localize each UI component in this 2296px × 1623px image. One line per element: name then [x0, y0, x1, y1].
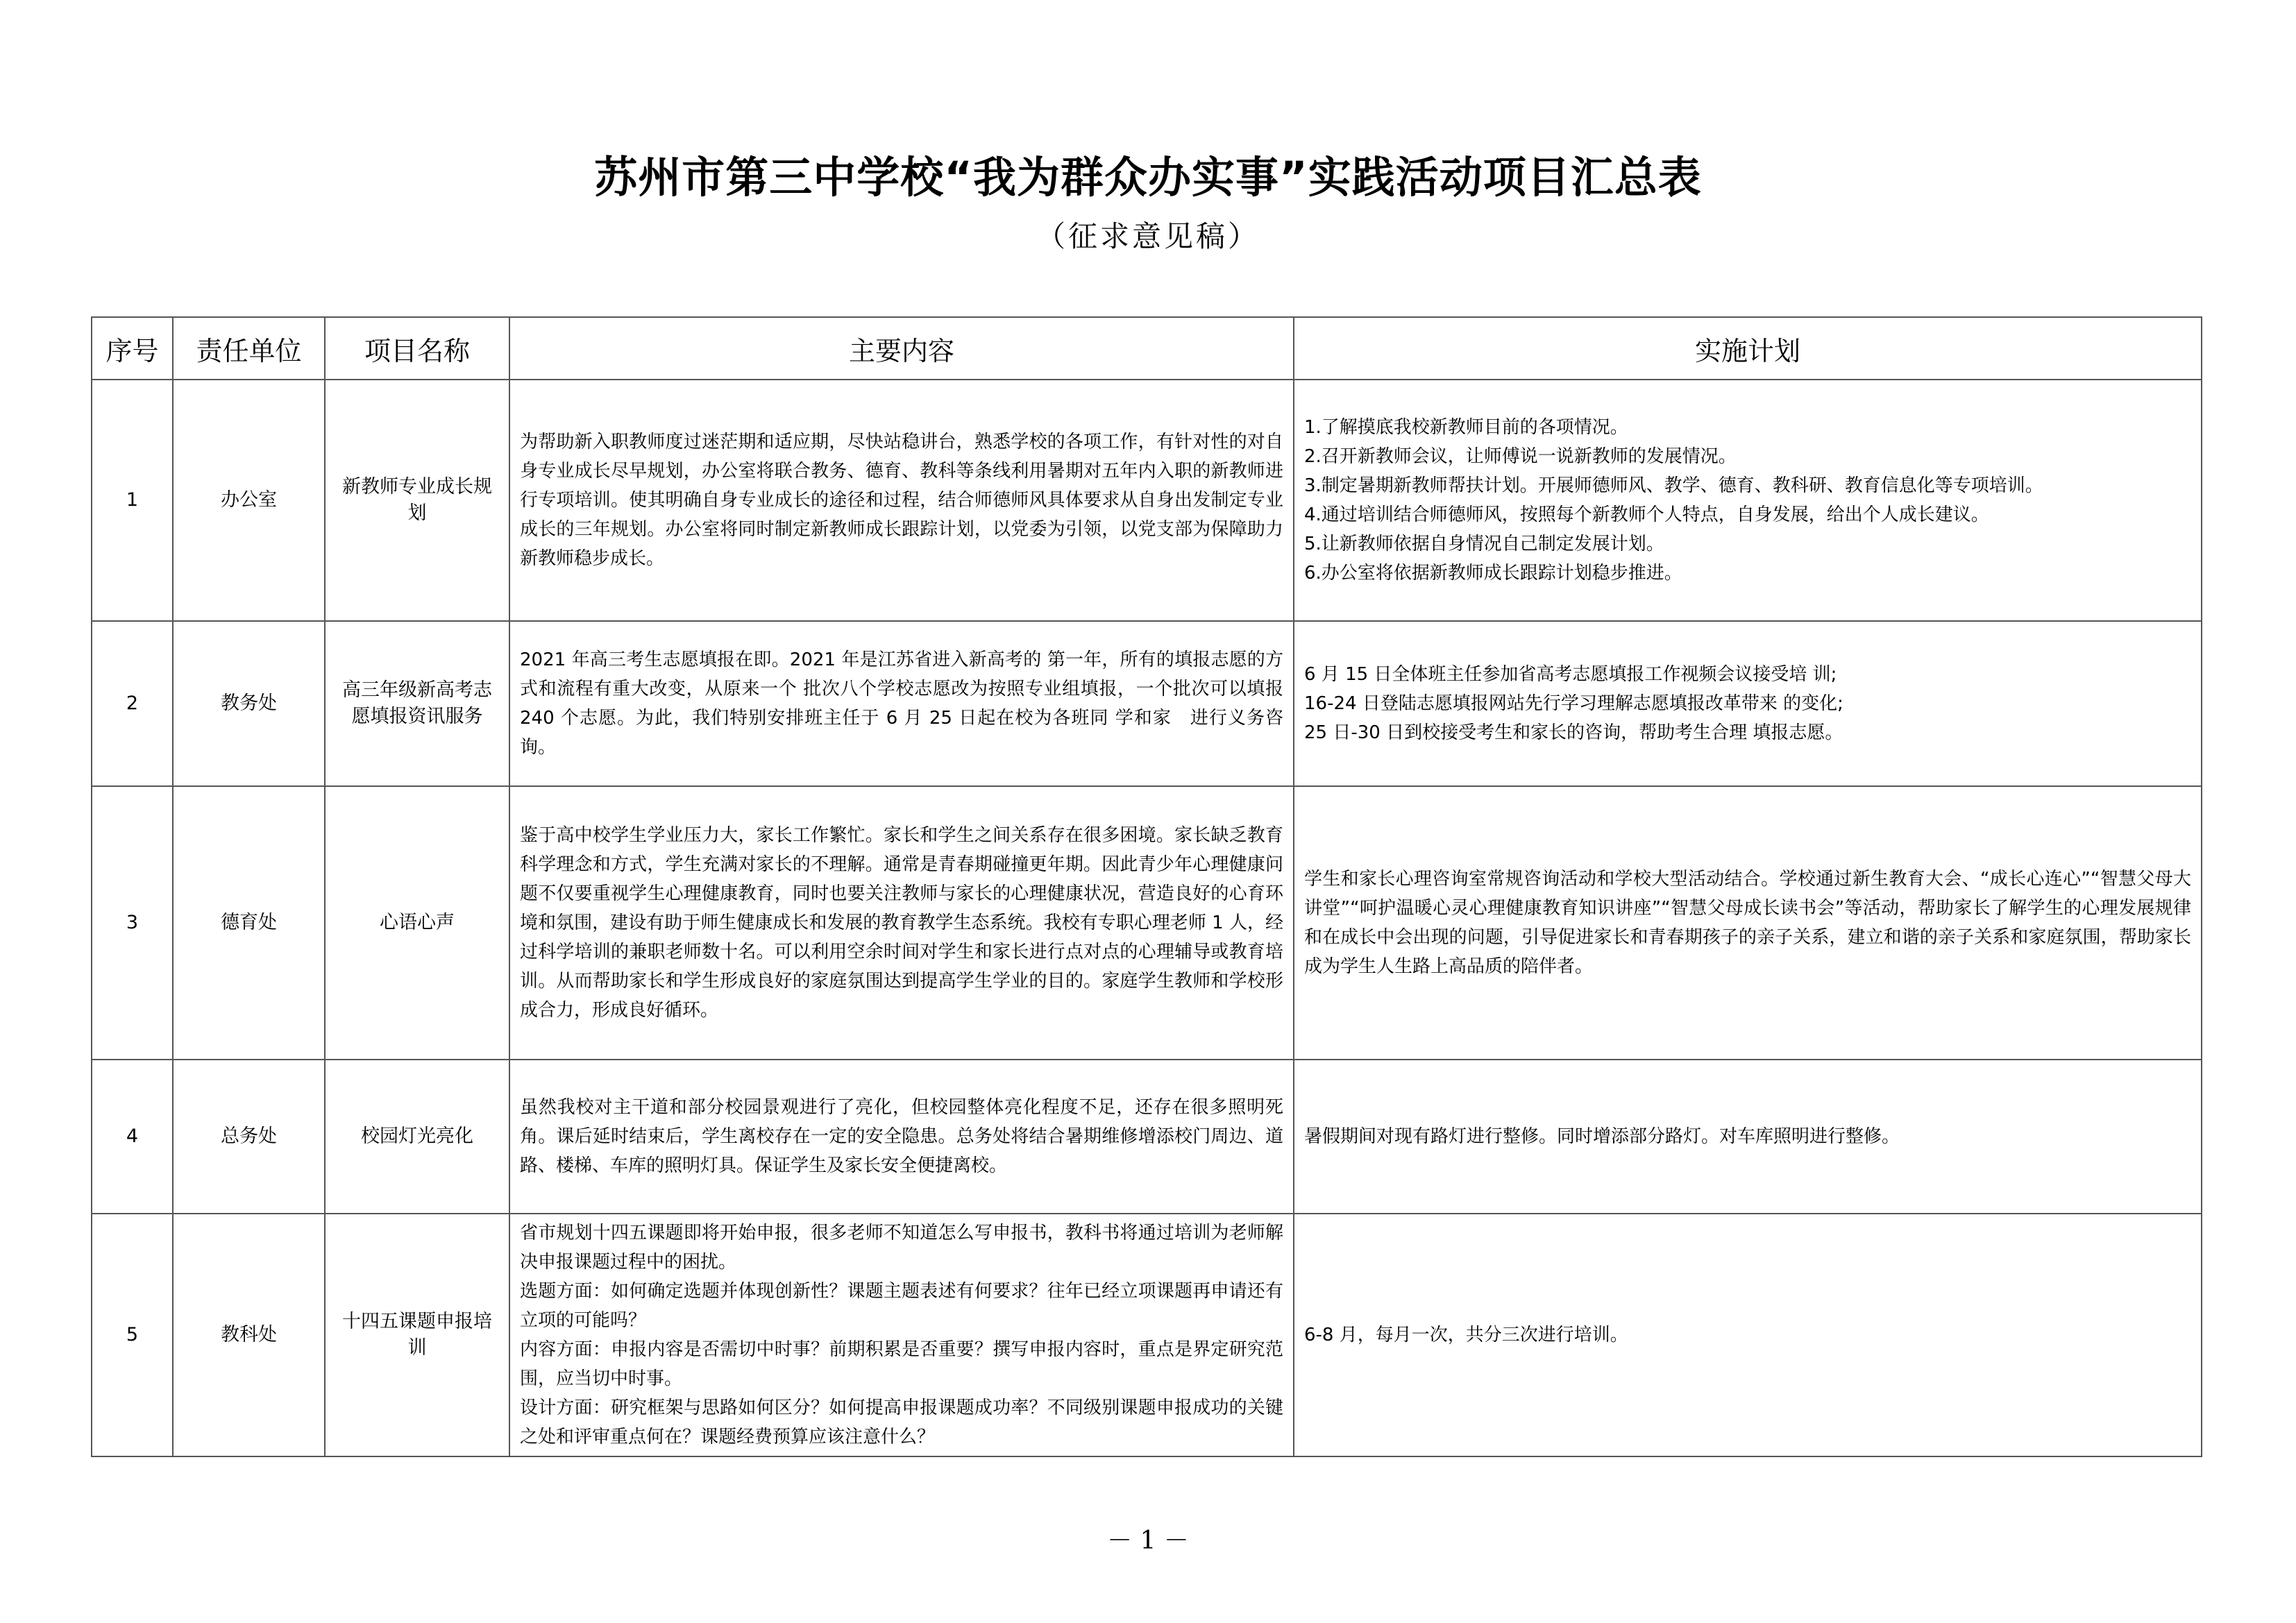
table-row: [92, 621, 2202, 786]
plan-line: 1.了解摸底我校新教师目前的各项情况。: [1304, 417, 1628, 438]
cell-content: [509, 380, 1294, 621]
cell-plan: [1294, 786, 2202, 1060]
plan-line: 2.召开新教师会议，让师傅说一说新教师的发展情况。: [1304, 446, 1737, 467]
content-paragraph: 设计方面：研究框架与思路如何区分？如何提高申报课题成功率？不同级别课题申报成功的关键之处和评审重点何在？课题经费预算应该注意什么？: [520, 1397, 1283, 1447]
header-unit: 责任单位: [173, 317, 325, 380]
cell-content: [509, 1214, 1294, 1456]
cell-plan: [1294, 1214, 2202, 1456]
plan-line: 3.制定暑期新教师帮扶计划。开展师德师风、教学、德育、教科研、教育信息化等专项培训。: [1304, 475, 2043, 496]
plan-line: 6.办公室将依据新教师成长跟踪计划稳步推进。: [1304, 563, 1682, 584]
content-paragraph: 2021 年高三考生志愿填报在即。2021 年是江苏省进入新高考的 第一年，所有的填报志愿的方式和流程有重大改变，从原来一个 批次八个学校志愿改为按照专业组填报，一个批次可以填报 240 个志愿。为此，我们特别安排班主任于 6 月 25 日起在校为各班同 学和家 进行义务咨询。: [520, 649, 1283, 758]
cell-no: 1: [92, 380, 173, 621]
plan-line: 6 月 15 日全体班主任参加省高考志愿填报工作视频会议接受培 训;: [1304, 664, 1837, 685]
cell-content: [509, 1060, 1294, 1214]
summary-table: [91, 316, 2202, 1457]
page-number: － 1 －: [1107, 1527, 1189, 1555]
cell-no: 3: [92, 786, 173, 1060]
plan-line: 学生和家长心理咨询室常规咨询活动和学校大型活动结合。学校通过新生教育大会、“成长心连心”“智慧父母大讲堂”“呵护温暖心灵心理健康教育知识讲座”“智慧父母成长读书会”等活动，帮助家长了解学生的心理发展规律和在成长中会出现的问题，引导促进家长和青春期孩子的亲子关系，建立和谐的亲子关系和家庭氛围，帮助家长成为学生人生路上高品质的陪伴者。: [1304, 869, 2191, 977]
content-paragraph: 为帮助新入职教师度过迷茫期和适应期，尽快站稳讲台，熟悉学校的各项工作，有针对性的对自身专业成长尽早规划，办公室将联合教务、德育、教科等条线利用暑期对五年内入职的新教师进行专项培训。使其明确自身专业成长的途径和过程，结合师德师风具体要求从自身出发制定专业成长的三年规划。办公室将同时制定新教师成长跟踪计划，以党委为引领，以党支部为保障助力新教师稳步成长。: [520, 432, 1283, 569]
content-paragraph: 选题方面：如何确定选题并体现创新性？课题主题表述有何要求？往年已经立项课题再申请还有立项的可能吗？: [520, 1281, 1283, 1331]
cell-unit: 办公室: [173, 380, 325, 621]
cell-unit: 总务处: [173, 1060, 325, 1214]
cell-plan: [1294, 380, 2202, 621]
table-row: [92, 380, 2202, 621]
content-paragraph: 虽然我校对主干道和部分校园景观进行了亮化，但校园整体亮化程度不足，还存在很多照明死角。课后延时结束后，学生离校存在一定的安全隐患。总务处将结合暑期维修增添校门周边、道路、楼梯、车库的照明灯具。保证学生及家长安全便捷离校。: [520, 1097, 1283, 1176]
plan-line: 暑假期间对现有路灯进行整修。同时增添部分路灯。对车库照明进行整修。: [1304, 1126, 1900, 1147]
cell-content: [509, 621, 1294, 786]
header-no: 序号: [92, 317, 173, 380]
content-paragraph: 省市规划十四五课题即将开始申报，很多老师不知道怎么写申报书，教科书将通过培训为老师解决申报课题过程中的困扰。: [520, 1223, 1283, 1273]
cell-unit: 德育处: [173, 786, 325, 1060]
header-content: 主要内容: [509, 317, 1294, 380]
table-row: [92, 1214, 2202, 1456]
cell-project: 新教师专业成长规划: [325, 380, 509, 621]
cell-project: 高三年级新高考志愿填报资讯服务: [325, 621, 509, 786]
content-paragraph: 内容方面：申报内容是否需切中时事？前期积累是否重要？撰写申报内容时，重点是界定研究范围，应当切中时事。: [520, 1339, 1283, 1389]
table-header-row: [92, 317, 2202, 380]
cell-project: 心语心声: [325, 786, 509, 1060]
content-paragraph: 鉴于高中校学生学业压力大，家长工作繁忙。家长和学生之间关系存在很多困境。家长缺乏教育科学理念和方式，学生充满对家长的不理解。通常是青春期碰撞更年期。因此青少年心理健康问题不仅要重视学生心理健康教育，同时也要关注教师与家长的心理健康状况，营造良好的心育环境和氛围，建设有助于师生健康成长和发展的教育教学生态系统。我校有专职心理老师 1 人，经过科学培训的兼职老师数十名。可以利用空余时间对学生和家长进行点对点的心理辅导或教育培训。从而帮助家长和学生形成良好的家庭氛围达到提高学生学业的目的。家庭学生教师和学校形成合力，形成良好循环。: [520, 825, 1283, 1021]
cell-no: 4: [92, 1060, 173, 1214]
cell-plan: [1294, 1060, 2202, 1214]
cell-no: 5: [92, 1214, 173, 1456]
header-project: 项目名称: [325, 317, 509, 380]
plan-line: 16-24 日登陆志愿填报网站先行学习理解志愿填报改革带来 的变化;: [1304, 693, 1843, 714]
document-title: 苏州市第三中学校“我为群众办实事”实践活动项目汇总表: [594, 152, 1702, 203]
cell-content: [509, 786, 1294, 1060]
header-plan: 实施计划: [1294, 317, 2202, 380]
table-row: [92, 1060, 2202, 1214]
plan-line: 5.让新教师依据自身情况自己制定发展计划。: [1304, 534, 1664, 554]
cell-unit: 教科处: [173, 1214, 325, 1456]
table-body: [92, 380, 2202, 1456]
cell-plan: [1294, 621, 2202, 786]
cell-unit: 教务处: [173, 621, 325, 786]
cell-project: 校园灯光亮化: [325, 1060, 509, 1214]
cell-project: 十四五课题申报培训: [325, 1214, 509, 1456]
plan-line: 4.通过培训结合师德师风，按照每个新教师个人特点，自身发展，给出个人成长建议。: [1304, 504, 1989, 525]
cell-no: 2: [92, 621, 173, 786]
plan-line: 25 日-30 日到校接受考生和家长的咨询，帮助考生合理 填报志愿。: [1304, 722, 1843, 743]
plan-line: 6-8 月，每月一次，共分三次进行培训。: [1304, 1325, 1628, 1345]
table-row: [92, 786, 2202, 1060]
document-subtitle: （征求意见稿）: [1036, 219, 1260, 253]
